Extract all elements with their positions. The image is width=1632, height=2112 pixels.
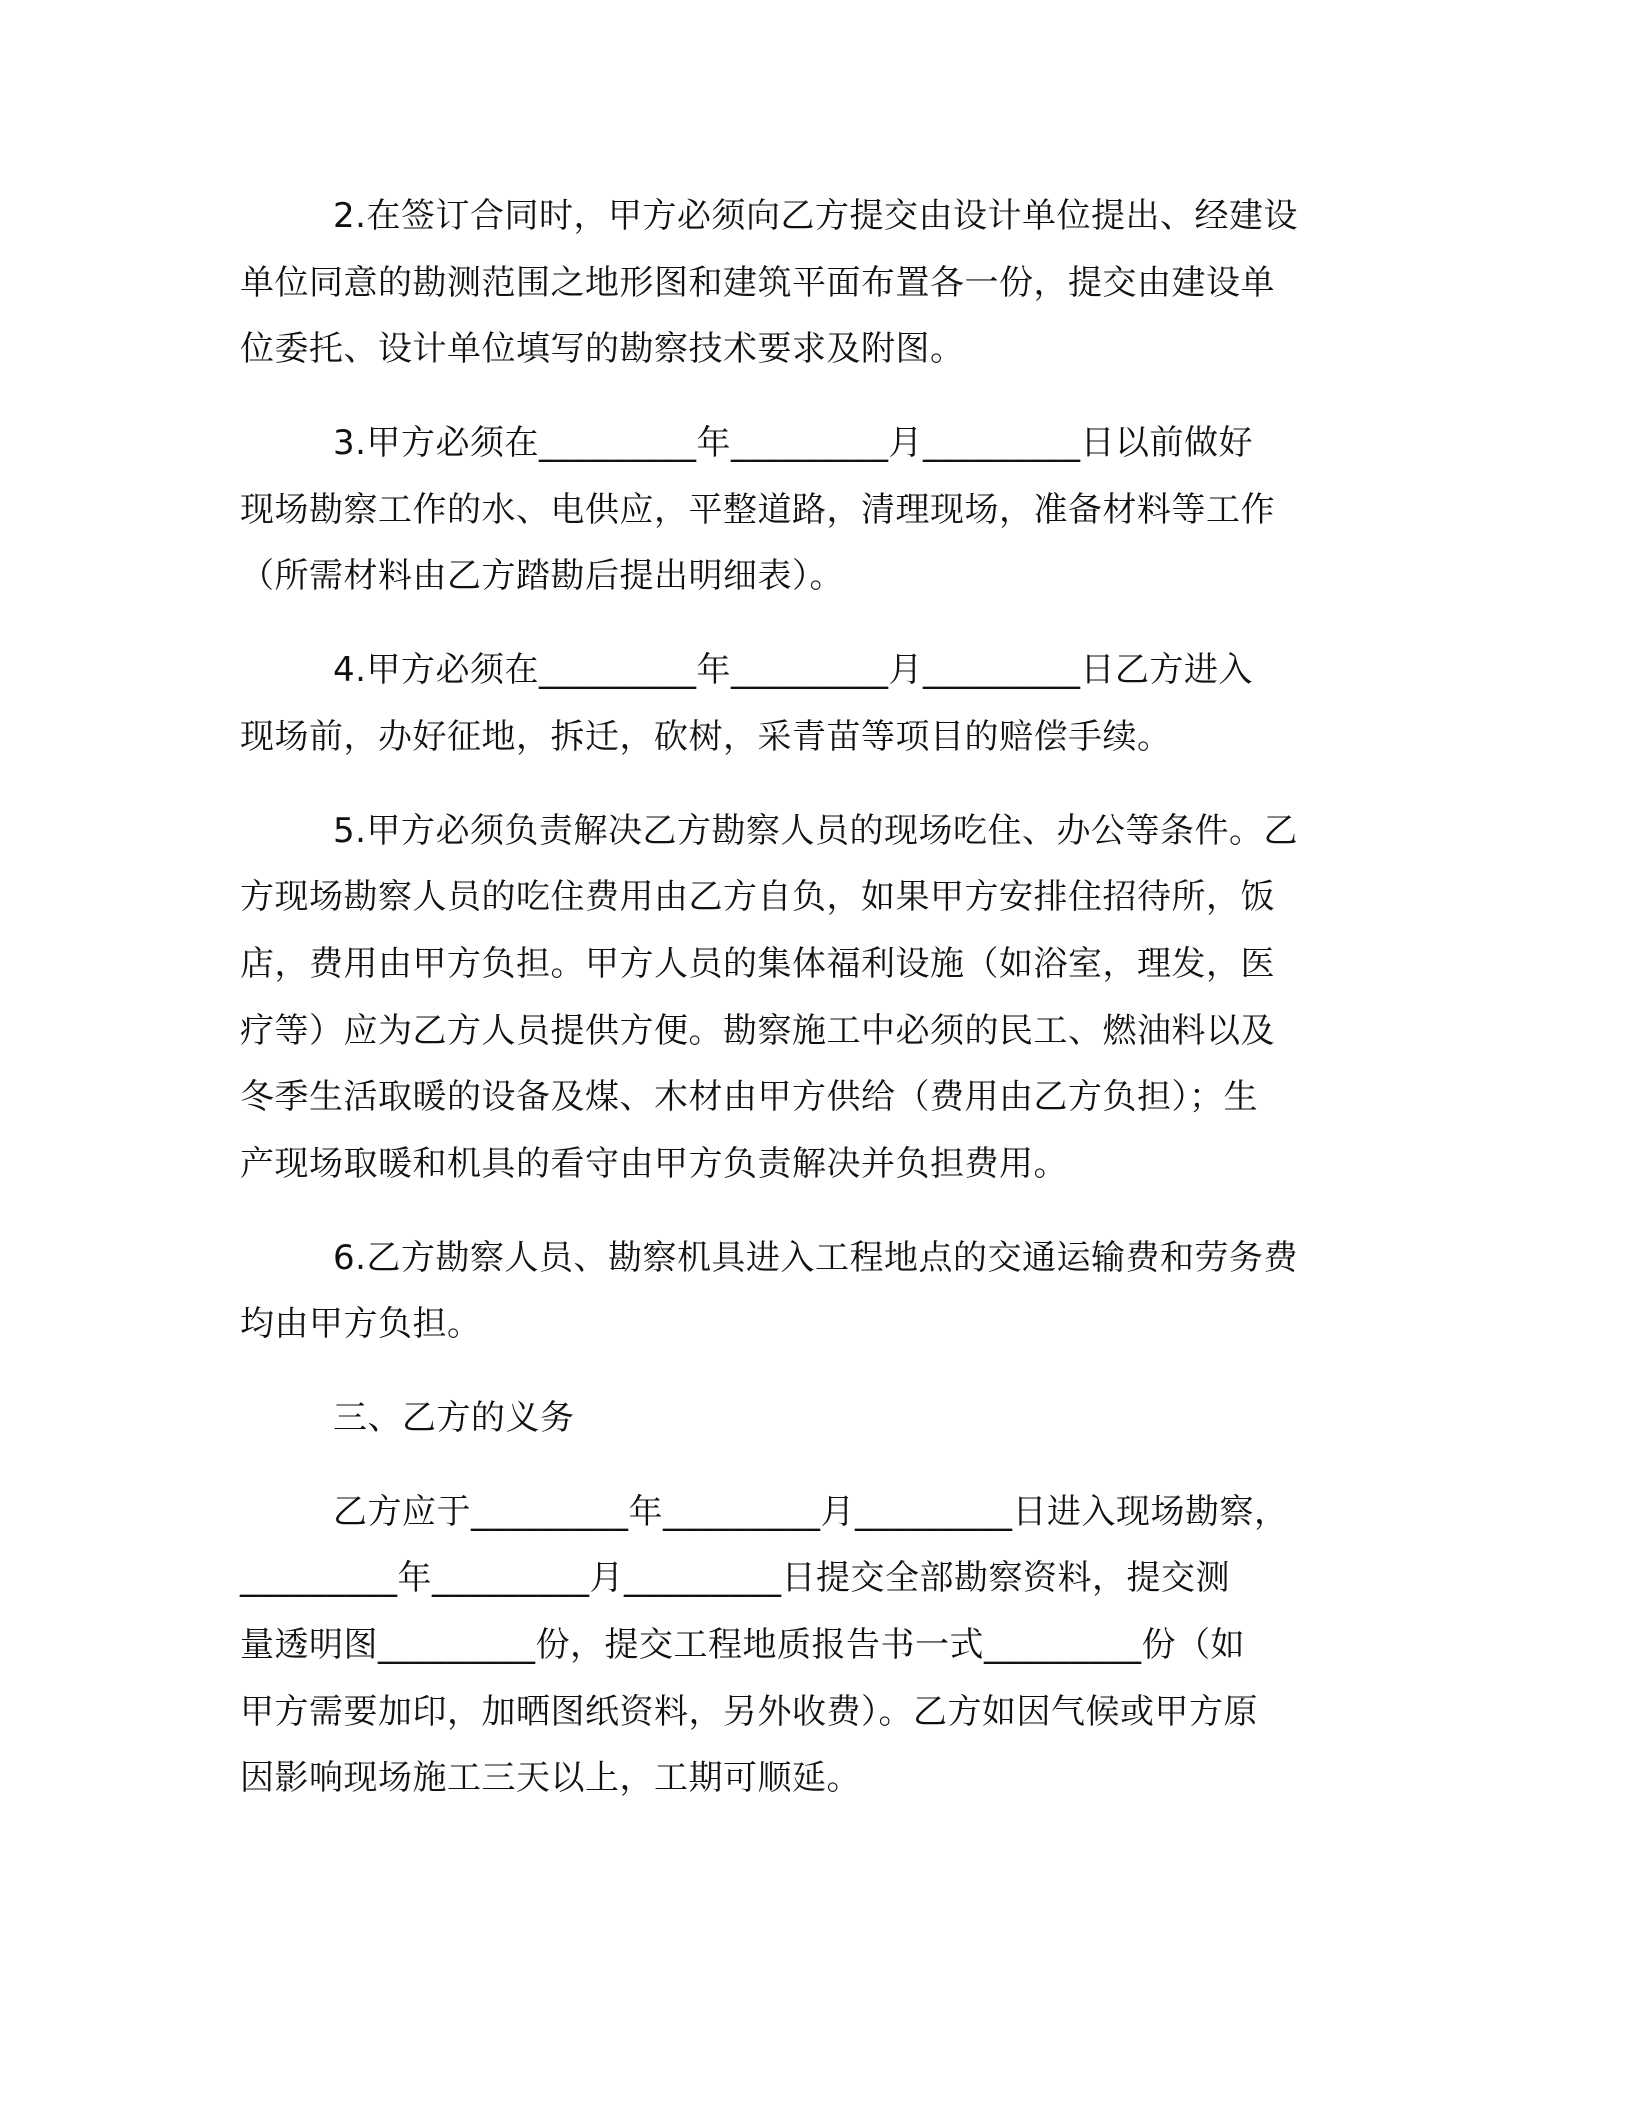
text-line: 3.甲方必须在_________年_________月_________日以前做好 (333, 423, 1253, 464)
text-line: 4.甲方必须在_________年_________月_________日乙方进入 (333, 650, 1253, 691)
text-line: 现场勘察工作的水、电供应，平整道路，清理现场，准备材料等工作 (240, 489, 1275, 530)
text-line: 5.甲方必须负责解决乙方勘察人员的现场吃住、办公等条件。乙 (333, 810, 1298, 851)
text-line: 6.乙方勘察人员、勘察机具进入工程地点的交通运输费和劳务费 (333, 1237, 1298, 1278)
text-line: 量透明图_________份，提交工程地质报告书一式_________份（如 (240, 1625, 1245, 1666)
text-line: 方现场勘察人员的吃住费用由乙方自负，如果甲方安排住招待所，饭 (240, 877, 1275, 918)
text-line: （所需材料由乙方踏勘后提出明细表）。 (240, 556, 844, 597)
clause-2 (240, 183, 1400, 383)
text-line: 均由甲方负担。 (240, 1304, 482, 1345)
text-line: 2.在签订合同时，甲方必须向乙方提交由设计单位提出、经建设 (333, 196, 1298, 236)
text-line: 冬季生活取暖的设备及煤、木材由甲方供给（费用由乙方负担）；生 (240, 1077, 1258, 1118)
section-3-body (240, 1479, 1400, 1812)
text-line: 疗等）应为乙方人员提供方便。勘察施工中必须的民工、燃油料以及 (240, 1010, 1275, 1051)
text-line: 甲方需要加印，加晒图纸资料，另外收费）。乙方如因气候或甲方原 (240, 1691, 1258, 1732)
text-line: _________年_________月_________日提交全部勘察资料，提交测 (240, 1558, 1230, 1599)
heading-line: 三、乙方的义务 (333, 1398, 575, 1438)
text-line: 现场前，办好征地，拆迁，砍树，采青苗等项目的赔偿手续。 (240, 716, 1172, 757)
text-line: 乙方应于_________年_________月_________日进入现场勘察， (333, 1491, 1289, 1532)
clause-5 (240, 798, 1400, 1198)
document-page (240, 183, 1400, 1839)
clause-3 (240, 410, 1400, 610)
clause-6 (240, 1225, 1400, 1358)
text-line: 单位同意的勘测范围之地形图和建筑平面布置各一份，提交由建设单 (240, 262, 1275, 303)
text-line: 店，费用由甲方负担。甲方人员的集体福利设施（如浴室，理发，医 (240, 943, 1275, 984)
section-heading (240, 1385, 1400, 1452)
text-line: 产现场取暖和机具的看守由甲方负责解决并负担费用。 (240, 1143, 1068, 1184)
text-line: 因影响现场施工三天以上，工期可顺延。 (240, 1758, 861, 1799)
clause-4 (240, 637, 1400, 770)
text-line: 位委托、设计单位填写的勘察技术要求及附图。 (240, 329, 965, 370)
